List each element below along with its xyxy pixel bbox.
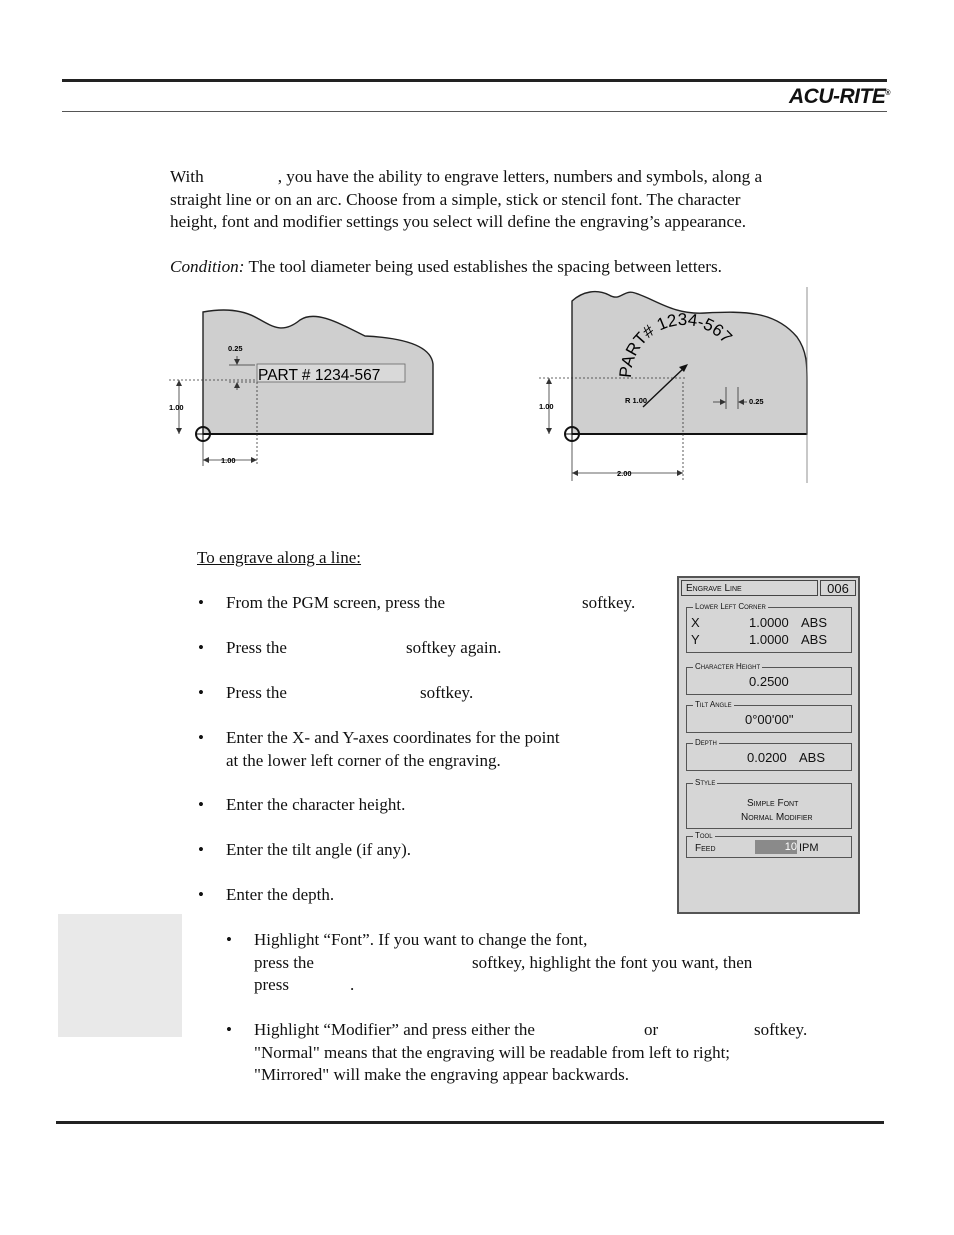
line-engraving-diagram	[165, 300, 445, 475]
arc-engraving-text: PART# 1234-567	[615, 309, 736, 379]
screen-title: Engrave Line	[681, 580, 818, 596]
dim-char-height: 0.25	[228, 344, 243, 353]
y-value: 1.0000	[749, 632, 789, 647]
style-modifier: Normal Modifier	[741, 812, 813, 823]
dim-char-height: 0.25	[749, 397, 764, 406]
engrave-line-screen	[677, 576, 860, 914]
header-rule-thin	[62, 111, 887, 112]
lower-left-corner-group[interactable]: Lower Left Corner X 1.0000 ABS Y 1.0000 ABS	[686, 607, 852, 653]
x-value: 1.0000	[749, 615, 789, 630]
style-font: Simple Font	[747, 798, 799, 809]
dim-radius: R 1.00	[625, 396, 648, 405]
dim-y: 1.00	[539, 402, 554, 411]
dim-y: 1.00	[169, 403, 184, 412]
section-subheading: To engrave along a line:	[197, 548, 362, 567]
feed-input[interactable]: 10	[755, 840, 797, 854]
arc-engraving-diagram	[535, 285, 820, 485]
tool-feed-field[interactable]: Tool Feed 10 IPM	[686, 836, 852, 858]
intro-paragraph: With , you have the ability to engrave letters, numbers and symbols, along a straight line or on an arc. Choose from a simple, stick or stencil font. The character height, font and modifier settings you select will define the engraving’s appearance.	[170, 167, 763, 231]
character-height-field[interactable]: Character Height 0.2500	[686, 667, 852, 695]
footer-rule	[56, 1121, 884, 1124]
style-group[interactable]: Style Simple Font Normal Modifier	[686, 783, 852, 829]
tilt-angle-field[interactable]: Tilt Angle 0°00'00"	[686, 705, 852, 733]
margin-tab	[58, 914, 182, 1037]
depth-field[interactable]: Depth 0.0200 ABS	[686, 743, 852, 771]
header-rule	[62, 79, 887, 82]
dim-x: 1.00	[221, 456, 236, 465]
program-number: 006	[820, 580, 856, 596]
dim-x: 2.00	[617, 469, 632, 478]
line-engraving-text: PART # 1234-567	[258, 367, 381, 384]
brand-logo: ACU-RITE®	[789, 85, 890, 108]
condition-note: Condition: The tool diameter being used establishes the spacing between letters.	[170, 257, 722, 276]
